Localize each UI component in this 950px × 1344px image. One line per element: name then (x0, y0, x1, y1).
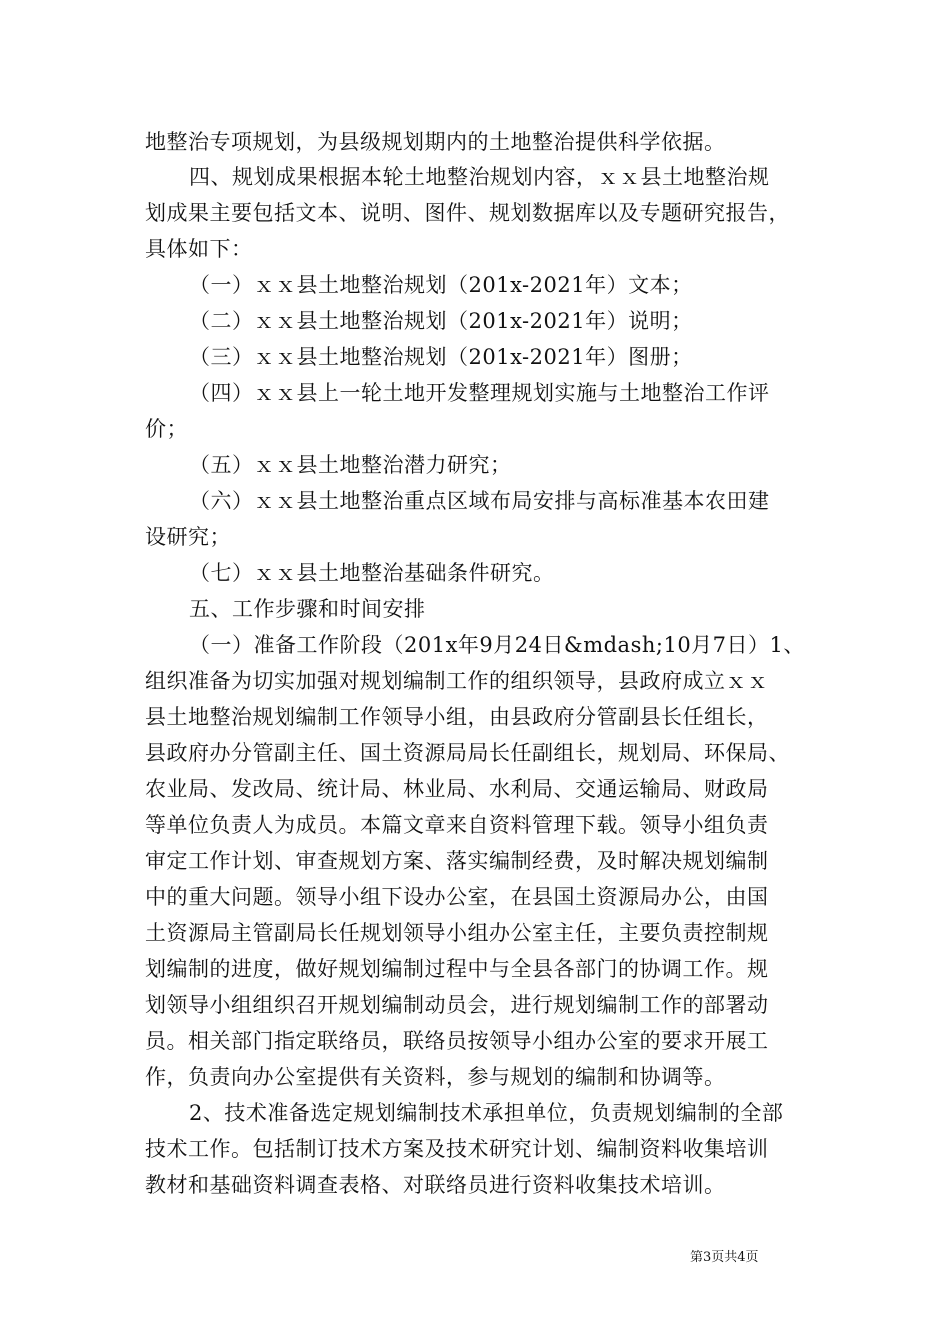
body-line: 作，负责向办公室提供有关资料，参与规划的编制和协调等。 (145, 1065, 726, 1089)
body-line: 价； (145, 417, 188, 441)
list-item: （一）ｘｘ县土地整治规划（201x-2021年）文本； (189, 273, 693, 297)
body-line: 划成果主要包括文本、说明、图件、规划数据库以及专题研究报告， (145, 201, 790, 225)
body-line: 中的重大问题。领导小组下设办公室，在县国土资源局办公，由国 (145, 885, 769, 909)
list-item: （三）ｘｘ县土地整治规划（201x-2021年）图册； (189, 345, 693, 369)
body-line: 设研究； (145, 525, 231, 549)
body-line: 审定工作计划、审查规划方案、落实编制经费，及时解决规划编制 (145, 849, 769, 873)
body-line: 土资源局主管副局长任规划领导小组办公室主任，主要负责控制规 (145, 921, 769, 945)
list-item: （二）ｘｘ县土地整治规划（201x-2021年）说明； (189, 309, 693, 333)
body-line: 农业局、发改局、统计局、林业局、水利局、交通运输局、财政局 (145, 777, 769, 801)
body-line: 2、技术准备选定规划编制技术承担单位，负责规划编制的全部 (189, 1101, 784, 1125)
list-item: （五）ｘｘ县土地整治潜力研究； (189, 453, 512, 477)
body-line: 等单位负责人为成员。本篇文章来自资料管理下载。领导小组负责 (145, 813, 769, 837)
body-line: 技术工作。包括制订技术方案及技术研究计划、编制资料收集培训 (145, 1137, 769, 1161)
body-line: 具体如下： (145, 237, 253, 261)
body-line: 教材和基础资料调查表格、对联络员进行资料收集技术培训。 (145, 1173, 726, 1197)
body-line: （一）准备工作阶段（201x年9月24日&mdash;10月7日）1、 (189, 633, 805, 657)
section-heading: 五、工作步骤和时间安排 (189, 597, 426, 621)
body-line: 四、规划成果根据本轮土地整治规划内容，ｘｘ县土地整治规 (189, 165, 770, 189)
body-line: 员。相关部门指定联络员，联络员按领导小组办公室的要求开展工 (145, 1029, 769, 1053)
body-line: 划编制的进度，做好规划编制过程中与全县各部门的协调工作。规 (145, 957, 769, 981)
body-line: 地整治专项规划，为县级规划期内的土地整治提供科学依据。 (145, 130, 726, 154)
page-number: 第3页共4页 (690, 1250, 759, 1265)
body-line: 组织准备为切实加强对规划编制工作的组织领导，县政府成立ｘｘ (145, 669, 769, 693)
body-line: 县政府办分管副主任、国土资源局局长任副组长，规划局、环保局、 (145, 741, 790, 765)
list-item: （四）ｘｘ县上一轮土地开发整理规划实施与土地整治工作评 (189, 381, 770, 405)
list-item: （七）ｘｘ县土地整治基础条件研究。 (189, 561, 555, 585)
body-line: 县土地整治规划编制工作领导小组，由县政府分管副县长任组长， (145, 705, 769, 729)
list-item: （六）ｘｘ县土地整治重点区域布局安排与高标准基本农田建 (189, 489, 770, 513)
body-line: 划领导小组组织召开规划编制动员会，进行规划编制工作的部署动 (145, 993, 769, 1017)
